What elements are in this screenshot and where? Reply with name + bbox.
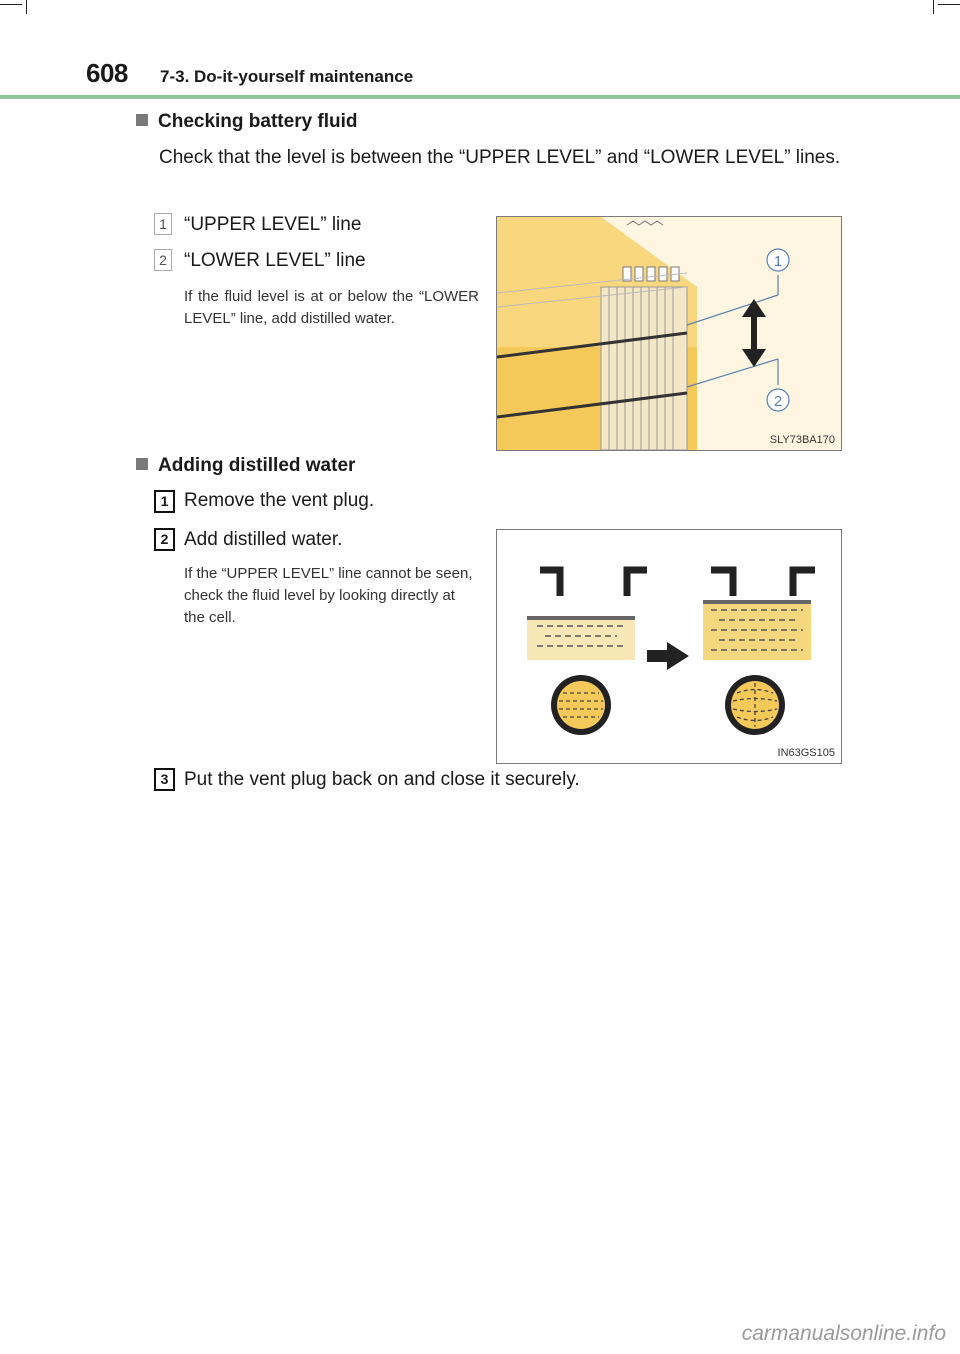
figure-code: IN63GS105 — [777, 747, 835, 759]
callout-number-2: 2 — [154, 249, 172, 271]
figure-code: SLY73BA170 — [769, 434, 835, 446]
page-number: 608 — [86, 58, 128, 88]
crop-mark — [933, 0, 934, 14]
step-number-1: 1 — [154, 490, 175, 513]
step-label-close-vent-plug: Put the vent plug back on and close it securely. — [184, 769, 580, 790]
section-title: 7-3. Do-it-yourself maintenance — [160, 67, 414, 86]
callout-number-1: 1 — [154, 213, 172, 235]
heading-adding-distilled-water — [136, 455, 355, 477]
crop-mark — [938, 4, 960, 5]
water-level-figure — [496, 529, 842, 764]
figure-marker-2: 2 — [773, 393, 783, 410]
square-bullet-icon — [136, 114, 148, 126]
checking-note: If the fluid level is at or below the “LOWER LEVEL” line, add distilled water. — [184, 288, 479, 327]
step-label-add-distilled-water: Add distilled water. — [184, 529, 343, 550]
header-rule — [0, 95, 960, 99]
step-label-remove-vent-plug: Remove the vent plug. — [184, 490, 375, 511]
battery-level-figure — [496, 216, 842, 451]
crop-mark — [0, 4, 22, 5]
step-number-3: 3 — [154, 768, 175, 791]
heading-text: Checking battery fluid — [158, 111, 358, 132]
water-level-illustration — [497, 530, 841, 763]
step-number-2: 2 — [154, 528, 175, 551]
heading-text: Adding distilled water — [158, 455, 356, 476]
callout-label-lower-level: “LOWER LEVEL” line — [184, 250, 366, 271]
watermark: carmanualsonline.info — [741, 1322, 946, 1345]
heading-checking-battery-fluid — [136, 111, 358, 133]
square-bullet-icon — [136, 458, 148, 470]
figure-marker-1: 1 — [773, 253, 783, 270]
checking-body-text: Check that the level is between the “UPPER LEVEL” and “LOWER LEVEL” lines. — [159, 147, 841, 168]
callout-label-upper-level: “UPPER LEVEL” line — [184, 214, 362, 235]
adding-note: If the “UPPER LEVEL” line cannot be seen, check the fluid level by looking directly at the cell. — [184, 565, 473, 626]
crop-mark — [26, 0, 27, 14]
battery-level-illustration — [497, 217, 841, 450]
